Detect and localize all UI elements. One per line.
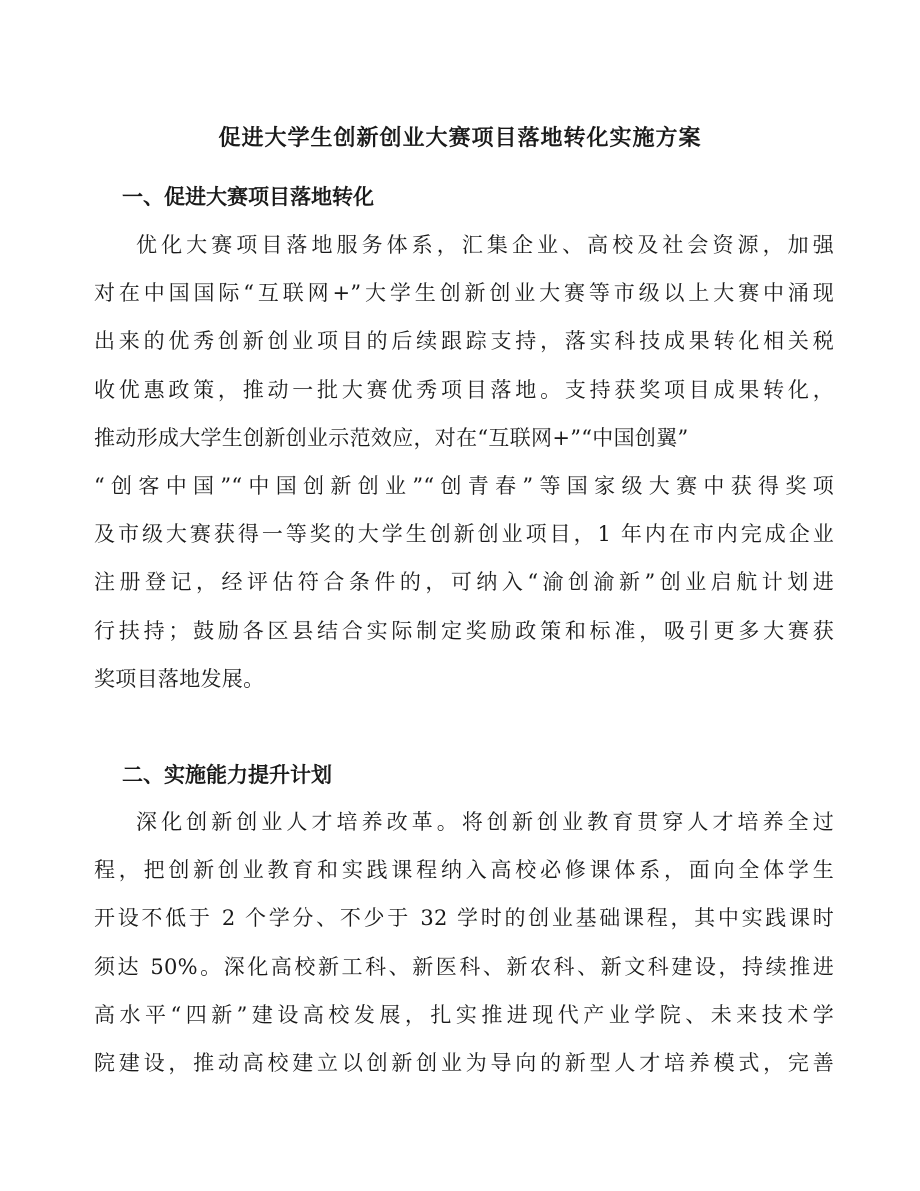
section-1-paragraph bbox=[94, 221, 834, 703]
section-heading-1: 一、促进大赛项目落地转化 bbox=[122, 184, 374, 209]
paragraph-line: 开设不低于 2 个学分、不少于 32 学时的创业基础课程，其中实践课时 bbox=[94, 906, 834, 931]
paragraph-line: 及市级大赛获得一等奖的大学生创新创业项目，1 年内在市内完成企业 bbox=[94, 522, 834, 547]
paragraph-line: 高水平“四新”建设高校发展，扎实推进现代产业学院、未来技术学 bbox=[94, 1002, 834, 1027]
paragraph-line: 推动形成大学生创新创业示范效应，对在“互联网+”“中国创翼” bbox=[94, 425, 689, 450]
paragraph-line: 对在中国国际“互联网+”大学生创新创业大赛等市级以上大赛中涌现 bbox=[94, 281, 834, 306]
paragraph-line: 行扶持；鼓励各区县结合实际制定奖励政策和标准，吸引更多大赛获 bbox=[94, 618, 834, 643]
paragraph-line: “创客中国”“中国创新创业”“创青春”等国家级大赛中获得奖项 bbox=[94, 473, 834, 498]
section-heading-2: 二、实施能力提升计划 bbox=[122, 762, 332, 787]
paragraph-line: 收优惠政策，推动一批大赛优秀项目落地。支持获奖项目成果转化， bbox=[94, 377, 834, 402]
paragraph-line: 注册登记，经评估符合条件的，可纳入“渝创渝新”创业启航计划进 bbox=[94, 570, 834, 595]
paragraph-line: 奖项目落地发展。 bbox=[94, 666, 265, 691]
section-2-paragraph bbox=[94, 798, 834, 1087]
paragraph-line: 须达 50%。深化高校新工科、新医科、新农科、新文科建设，持续推进 bbox=[94, 954, 834, 979]
document-title: 促进大学生创新创业大赛项目落地转化实施方案 bbox=[218, 125, 702, 151]
paragraph-line: 优化大赛项目落地服务体系，汇集企业、高校及社会资源，加强 bbox=[136, 233, 834, 257]
paragraph-line: 深化创新创业人才培养改革。将创新创业教育贯穿人才培养全过 bbox=[136, 810, 834, 834]
paragraph-line: 院建设，推动高校建立以创新创业为导向的新型人才培养模式，完善 bbox=[94, 1050, 834, 1075]
paragraph-line: 程，把创新创业教育和实践课程纳入高校必修课体系，面向全体学生 bbox=[94, 858, 834, 883]
paragraph-line: 出来的优秀创新创业项目的后续跟踪支持，落实科技成果转化相关税 bbox=[94, 329, 834, 354]
